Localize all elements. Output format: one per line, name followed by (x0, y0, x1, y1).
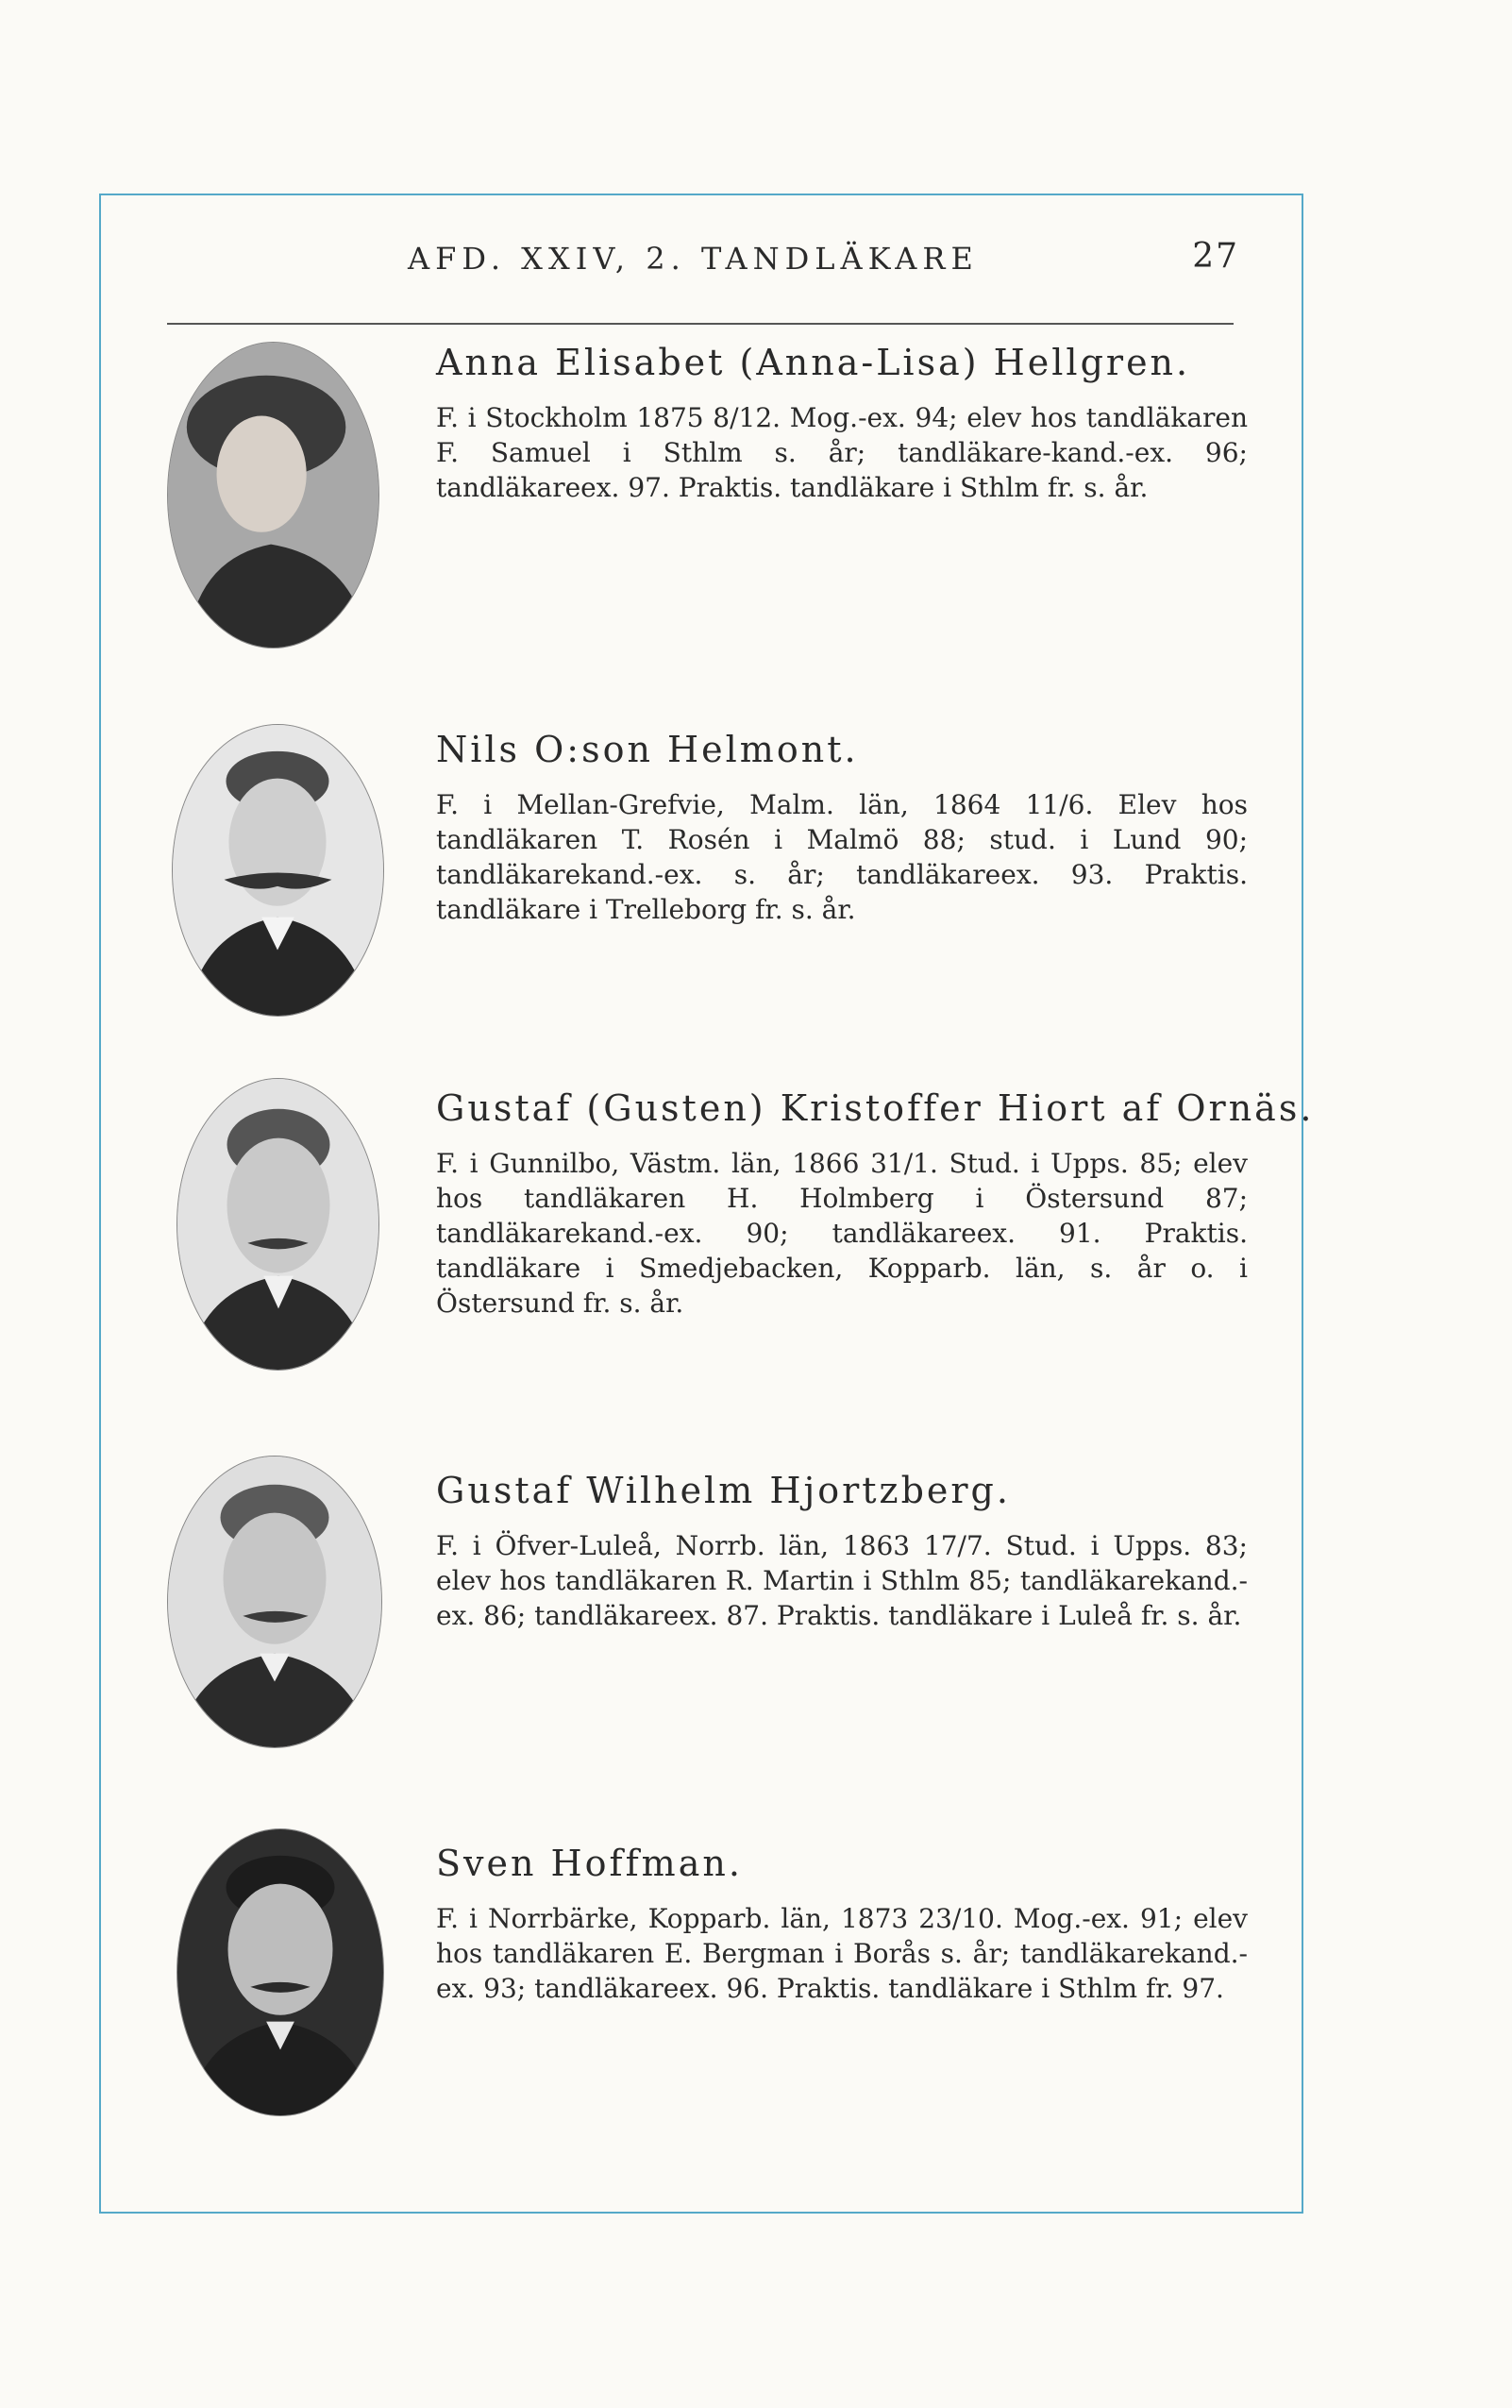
person-name: Gustaf Wilhelm Hjortzberg. (436, 1470, 1011, 1511)
page-frame (99, 194, 1315, 2214)
person-bio: F. i Norrbärke, Kopparb. län, 1873 23/10. Mog.-ex. 91; elev hos tandläkaren E. Bergman i Borås s. år; tandläkarekand.-ex. 93; tandläkareex. 96. Praktis. tandläkare i Sthlm fr. 97. (436, 1903, 1248, 2004)
person-bio: F. i Öfver-Luleå, Norrb. län, 1863 17/7. Stud. i Upps. 83; elev hos tandläkaren R. Martin i Sthlm 85; tandläkarekand.-ex. 86; tandläkareex. 87. Praktis. tandläkare i Luleå fr. s. år. (436, 1530, 1248, 1631)
person-name: Sven Hoffman. (436, 1843, 743, 1884)
entry-text (436, 342, 1248, 505)
running-head (101, 233, 1305, 282)
person-bio: F. i Stockholm 1875 8/12. Mog.-ex. 94; elev hos tandläkaren F. Samuel i Sthlm s. år; tandläkare-kand.-ex. 96; tandläkareex. 97. Praktis. tandläkare i Sthlm fr. s. år. (436, 402, 1248, 503)
entry-text (436, 1470, 1248, 1633)
person-name: Anna Elisabet (Anna-Lisa) Hellgren. (436, 342, 1191, 383)
person-name: Gustaf (Gusten) Kristoffer Hiort af Ornäs. (436, 1087, 1315, 1129)
section-title: AFD. XXIV, 2. TANDLÄKARE (408, 241, 979, 277)
entry-text (436, 1087, 1315, 1321)
person-bio: F. i Mellan-Grefvie, Malm. län, 1864 11/6. Elev hos tandläkaren T. Rosén i Malmö 88; stud. i Lund 90; tandläkarekand.-ex. s. år; tandläkareex. 93. Praktis. tandläkare i Trelleborg fr. s. år. (436, 789, 1248, 925)
portrait-photo (176, 1078, 379, 1371)
header-rule (167, 323, 1234, 325)
portrait-photo (167, 1456, 382, 1748)
entry-text (436, 1843, 1248, 2006)
person-bio: F. i Gunnilbo, Västm. län, 1866 31/1. Stud. i Upps. 85; elev hos tandläkaren H. Holmberg i Östersund 87; tandläkarekand.-ex. 90; tandläkareex. 91. Praktis. tandläkare i Smedjebacken, Kopparb. län, s. år o. i Östersund fr. s. år. (436, 1148, 1248, 1319)
portrait-photo (172, 724, 384, 1017)
page-number: 27 (1192, 237, 1239, 276)
portrait-photo (176, 1828, 384, 2116)
portrait-photo (167, 342, 379, 648)
person-name: Nils O:son Helmont. (436, 729, 859, 770)
entry-text (436, 729, 1248, 927)
